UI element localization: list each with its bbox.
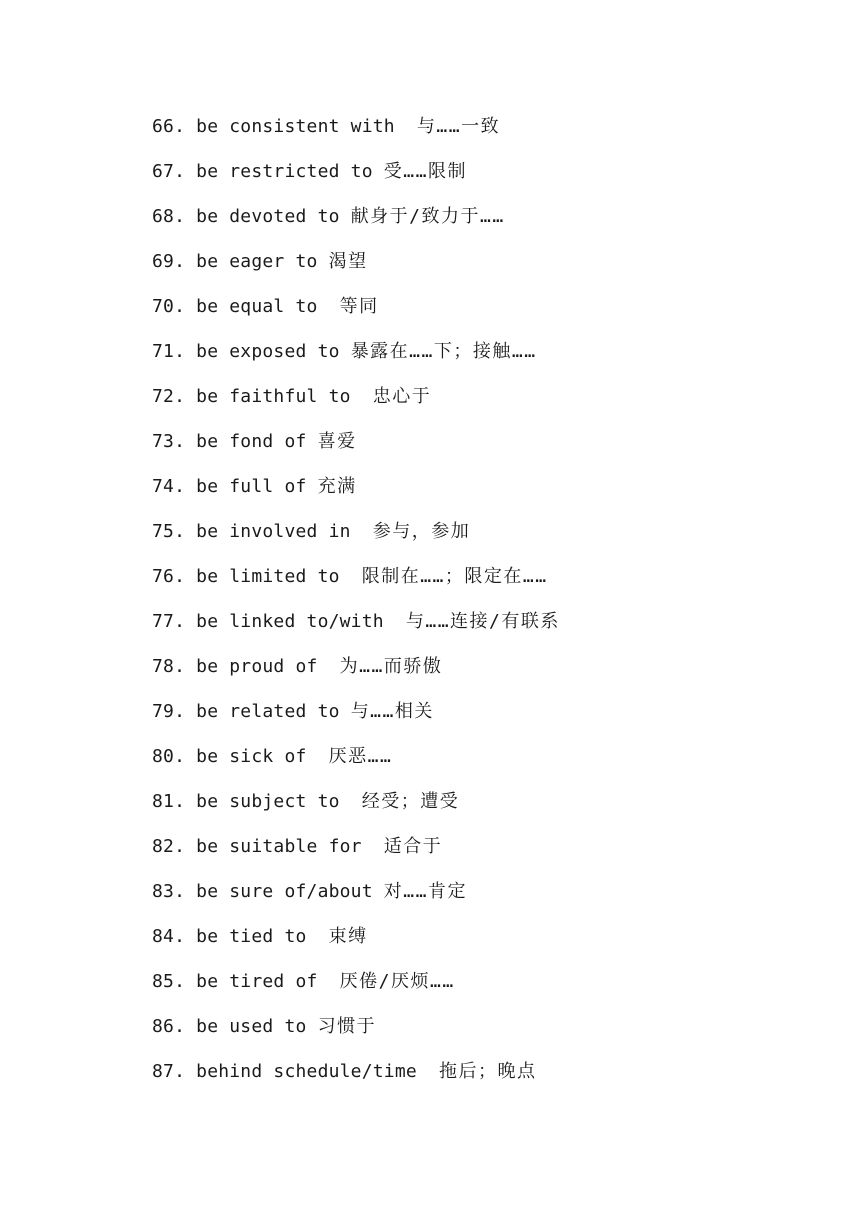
chinese-meaning: 厌恶…… xyxy=(328,746,393,767)
english-phrase: be sick of xyxy=(185,746,329,767)
item-number: 73. xyxy=(152,431,186,452)
english-phrase: be subject to xyxy=(185,791,362,812)
item-number: 69. xyxy=(152,251,186,272)
chinese-meaning: 受……限制 xyxy=(383,161,467,182)
english-phrase: be related to xyxy=(185,701,351,722)
chinese-meaning: 与……相关 xyxy=(350,701,434,722)
item-number: 79. xyxy=(152,701,186,722)
chinese-meaning: 习惯于 xyxy=(317,1016,377,1037)
chinese-meaning: 充满 xyxy=(317,476,357,497)
item-number: 87. xyxy=(152,1061,186,1082)
list-item xyxy=(152,517,560,562)
chinese-meaning: 为……而骄傲 xyxy=(339,656,443,677)
item-number: 75. xyxy=(152,521,186,542)
phrase-list xyxy=(152,112,560,1102)
item-number: 74. xyxy=(152,476,186,497)
english-phrase: be linked to/with xyxy=(185,611,406,632)
chinese-meaning: 对……肯定 xyxy=(383,881,467,902)
list-item xyxy=(152,697,560,742)
english-phrase: be restricted to xyxy=(185,161,384,182)
list-item xyxy=(152,562,560,607)
english-phrase: be full of xyxy=(185,476,318,497)
english-phrase: be proud of xyxy=(185,656,340,677)
item-number: 85. xyxy=(152,971,186,992)
list-item xyxy=(152,787,560,832)
english-phrase: be exposed to xyxy=(185,341,351,362)
english-phrase: be sure of/about xyxy=(185,881,384,902)
list-item xyxy=(152,1057,560,1102)
item-number: 70. xyxy=(152,296,186,317)
chinese-meaning: 暴露在……下；接触…… xyxy=(350,341,537,362)
list-item xyxy=(152,742,560,787)
item-number: 86. xyxy=(152,1016,186,1037)
chinese-meaning: 拖后；晚点 xyxy=(438,1061,537,1082)
english-phrase: behind schedule/time xyxy=(185,1061,439,1082)
list-item xyxy=(152,292,560,337)
list-item xyxy=(152,967,560,1012)
item-number: 67. xyxy=(152,161,186,182)
chinese-meaning: 适合于 xyxy=(383,836,443,857)
item-number: 77. xyxy=(152,611,186,632)
english-phrase: be eager to xyxy=(185,251,329,272)
english-phrase: be equal to xyxy=(185,296,340,317)
english-phrase: be devoted to xyxy=(185,206,351,227)
list-item xyxy=(152,427,560,472)
item-number: 76. xyxy=(152,566,186,587)
chinese-meaning: 限制在……；限定在…… xyxy=(361,566,548,587)
chinese-meaning: 喜爱 xyxy=(317,431,357,452)
chinese-meaning: 渴望 xyxy=(328,251,368,272)
chinese-meaning: 厌倦/厌烦…… xyxy=(339,971,455,992)
list-item xyxy=(152,607,560,652)
item-number: 72. xyxy=(152,386,186,407)
chinese-meaning: 经受；遭受 xyxy=(361,791,460,812)
chinese-meaning: 忠心于 xyxy=(372,386,432,407)
list-item xyxy=(152,157,560,202)
english-phrase: be faithful to xyxy=(185,386,373,407)
list-item xyxy=(152,112,560,157)
item-number: 83. xyxy=(152,881,186,902)
item-number: 82. xyxy=(152,836,186,857)
chinese-meaning: 束缚 xyxy=(328,926,368,947)
chinese-meaning: 参与，参加 xyxy=(372,521,471,542)
english-phrase: be tied to xyxy=(185,926,329,947)
list-item xyxy=(152,382,560,427)
list-item xyxy=(152,202,560,247)
item-number: 80. xyxy=(152,746,186,767)
english-phrase: be suitable for xyxy=(185,836,384,857)
list-item xyxy=(152,922,560,967)
chinese-meaning: 献身于/致力于…… xyxy=(350,206,505,227)
list-item xyxy=(152,1012,560,1057)
english-phrase: be tired of xyxy=(185,971,340,992)
list-item xyxy=(152,877,560,922)
english-phrase: be limited to xyxy=(185,566,362,587)
list-item xyxy=(152,832,560,877)
chinese-meaning: 与……一致 xyxy=(416,116,501,137)
english-phrase: be consistent with xyxy=(185,116,417,137)
english-phrase: be fond of xyxy=(185,431,318,452)
english-phrase: be involved in xyxy=(185,521,373,542)
list-item xyxy=(152,652,560,697)
chinese-meaning: 与……连接/有联系 xyxy=(405,611,560,632)
chinese-meaning: 等同 xyxy=(339,296,379,317)
item-number: 84. xyxy=(152,926,186,947)
list-item xyxy=(152,247,560,292)
list-item xyxy=(152,472,560,517)
english-phrase: be used to xyxy=(185,1016,318,1037)
item-number: 81. xyxy=(152,791,186,812)
item-number: 71. xyxy=(152,341,186,362)
item-number: 78. xyxy=(152,656,186,677)
item-number: 68. xyxy=(152,206,186,227)
list-item xyxy=(152,337,560,382)
item-number: 66. xyxy=(152,116,186,137)
